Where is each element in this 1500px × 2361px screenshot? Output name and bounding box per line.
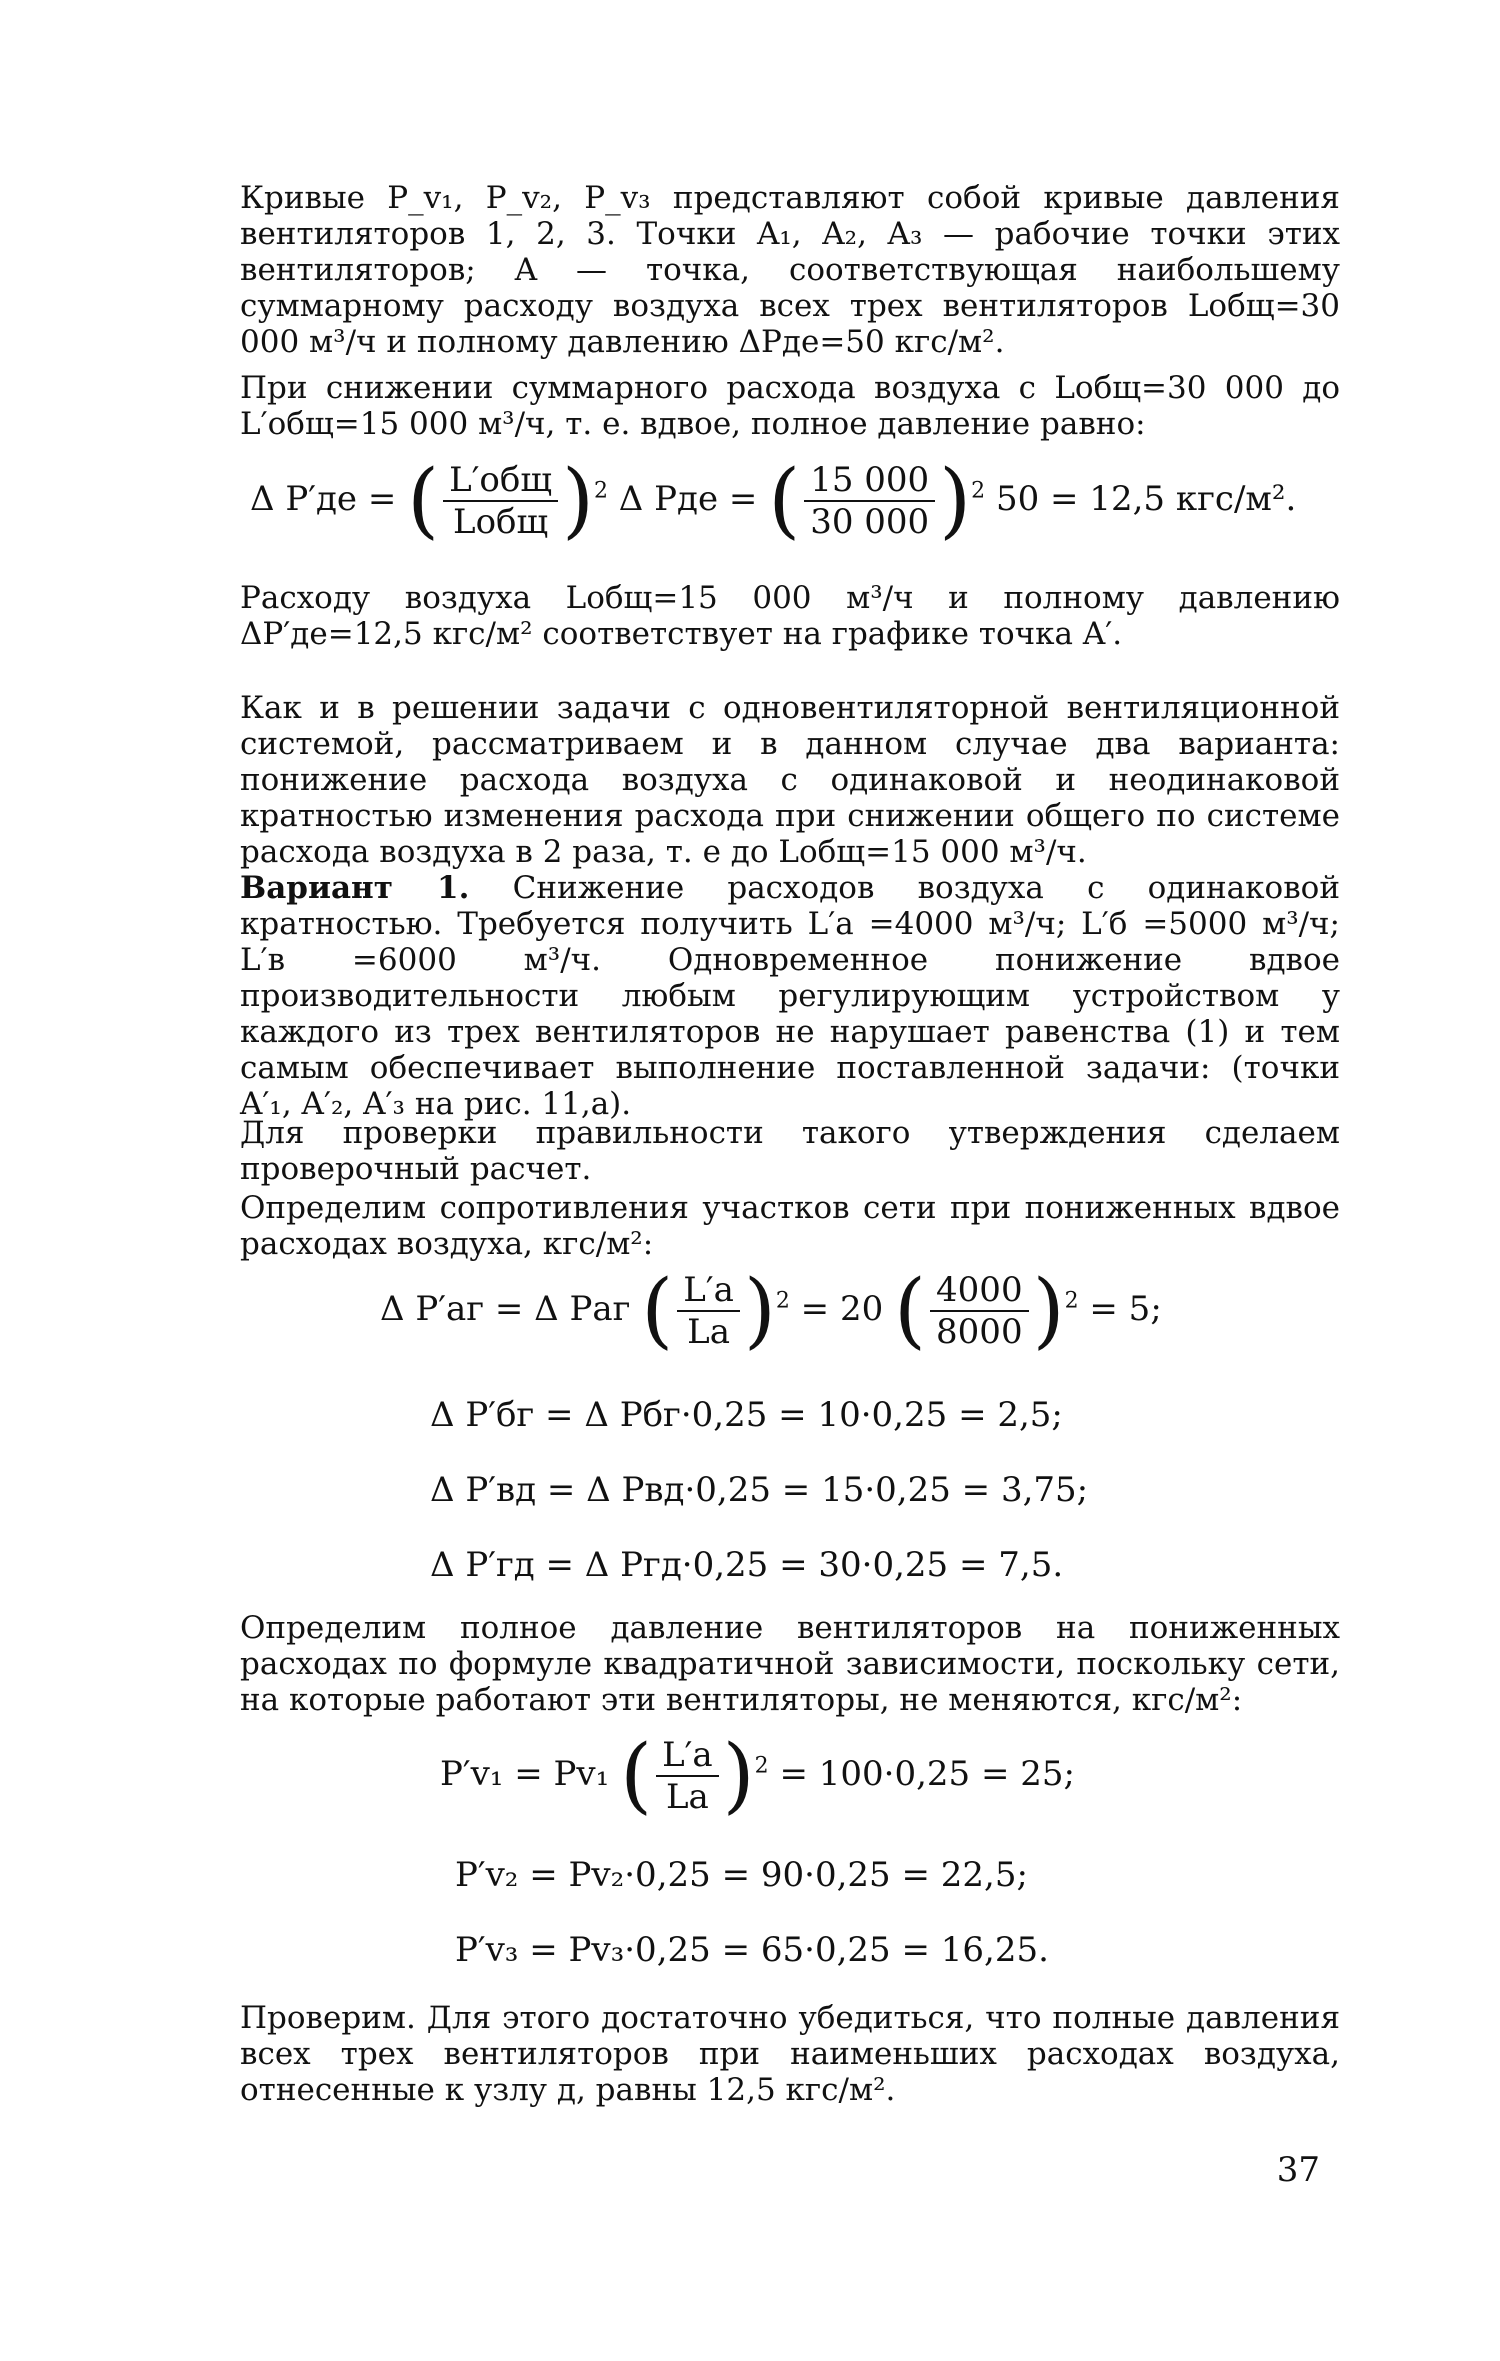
- eq1-den2: 30 000: [810, 502, 930, 542]
- equation-fan-pressure-1: P′v₁ = Pv₁ ( $\frac{L'a}{La}$ )$^2$ = 100·0,25 = 25;: [440, 1728, 1075, 1823]
- eq1-lhs: Δ P′де =: [250, 479, 397, 519]
- eq6-num1: L′a: [656, 1735, 719, 1777]
- paragraph-fan-pressure: Определим полное давление вентиляторов на пониженных расходах по формуле квадратичной зависимости, поскольку сети, на которые работают эти вентиляторы, не меняются, кгс/м²:: [240, 1610, 1340, 1718]
- eq2-lhs: Δ P′аг = Δ Pаг: [380, 1289, 631, 1329]
- page-number: 37: [1276, 2150, 1320, 2190]
- eq2-den2: 8000: [936, 1312, 1023, 1352]
- eq2-num2: 4000: [930, 1270, 1029, 1312]
- eq6-lhs: P′v₁ = Pv₁: [440, 1754, 610, 1794]
- paragraph-flow-reduction: При снижении суммарного расхода воздуха с Lобщ=30 000 до L′общ=15 000 м³/ч, т. е. вдвое, полное давление равно:: [240, 370, 1340, 442]
- eq2-den1: La: [687, 1312, 730, 1352]
- paragraph-fan-curves: Кривые P_v₁, P_v₂, P_v₃ представляют собой кривые давления вентиляторов 1, 2, 3. Точки A₁, A₂, A₃ — рабочие точки этих вентиляторов; A — точка, соответствующая наибольшему суммарному расходу воздуха всех трех вентиляторов Lобщ=30 000 м³/ч и полному давлению ΔPде=50 кгс/м².: [240, 180, 1340, 360]
- eq1-mid: Δ Pде =: [618, 479, 758, 519]
- paragraph-point-a-prime: Расходу воздуха Lобщ=15 000 м³/ч и полному давлению ΔP′де=12,5 кгс/м² соответствует на графике точка A′.: [240, 580, 1340, 652]
- paragraph-resistances: Определим сопротивления участков сети при пониженных вдвое расходах воздуха, кгс/м²:: [240, 1190, 1340, 1262]
- eq1-den1: Lобщ: [452, 502, 549, 542]
- paragraph-check: Проверим. Для этого достаточно убедиться, что полные давления всех трех вентиляторов при наименьших расходах воздуха, отнесенные к узлу д, равны 12,5 кгс/м².: [240, 2000, 1340, 2108]
- equation-resistance-vd: Δ P′вд = Δ Pвд·0,25 = 15·0,25 = 3,75;: [430, 1470, 1089, 1510]
- equation-total-pressure: Δ P′де = ( $\frac{\text{L′общ}}{\text{Lобщ}}$ )$^2$ Δ Pде = ( $\frac{15 000}{30 000}$ )$^2$ 50 = 12,5 кгс/м².: [250, 453, 1297, 548]
- eq1-rhs: 50 = 12,5 кгс/м².: [995, 479, 1297, 519]
- eq6-den1: La: [665, 1777, 709, 1817]
- paragraph-verification: Для проверки правильности такого утверждения сделаем проверочный расчет.: [240, 1115, 1340, 1187]
- equation-fan-pressure-3: P′v₃ = Pv₃·0,25 = 65·0,25 = 16,25.: [455, 1930, 1049, 1970]
- equation-resistance-ag: Δ P′аг = Δ Pаг ( $\frac{L'a}{La}$ )$^2$ = 20 ( $\frac{4000}{8000}$ )$^2$ = 5;: [380, 1263, 1162, 1358]
- equation-resistance-gd: Δ P′гд = Δ Pгд·0,25 = 30·0,25 = 7,5.: [430, 1545, 1064, 1585]
- eq2-rhs: = 5;: [1089, 1289, 1162, 1329]
- eq6-rhs: = 100·0,25 = 25;: [779, 1754, 1075, 1794]
- variant-1-heading: Вариант 1.: [240, 870, 470, 906]
- equation-resistance-bg: Δ P′бг = Δ Pбг·0,25 = 10·0,25 = 2,5;: [430, 1395, 1063, 1435]
- eq2-mid: = 20: [800, 1289, 884, 1329]
- paragraph-variant-1: [240, 870, 1340, 1122]
- paragraph-two-variants: Как и в решении задачи с одновентиляторной вентиляционной системой, рассматриваем и в данном случае два варианта: понижение расхода воздуха с одинаковой и неодинаковой кратностью изменения расхода при снижении общего по системе расхода воздуха в 2 раза, т. е до Lобщ=15 000 м³/ч.: [240, 690, 1340, 870]
- eq1-num1: L′общ: [443, 460, 558, 502]
- variant-1-text: Снижение расходов воздуха с одинаковой кратностью. Требуется получить L′а =4000 м³/ч; L′б =5000 м³/ч; L′в =6000 м³/ч. Одновременное понижение вдвое производительности любым регулирующим устройством у каждого из трех вентиляторов не нарушает равенства (1) и тем самым обеспечивает выполнение поставленной задачи: (точки A′₁, A′₂, A′₃ на рис. 11,а).: [240, 870, 1340, 1122]
- equation-fan-pressure-2: P′v₂ = Pv₂·0,25 = 90·0,25 = 22,5;: [455, 1855, 1028, 1895]
- eq2-num1: L′a: [677, 1270, 740, 1312]
- eq1-num2: 15 000: [804, 460, 935, 502]
